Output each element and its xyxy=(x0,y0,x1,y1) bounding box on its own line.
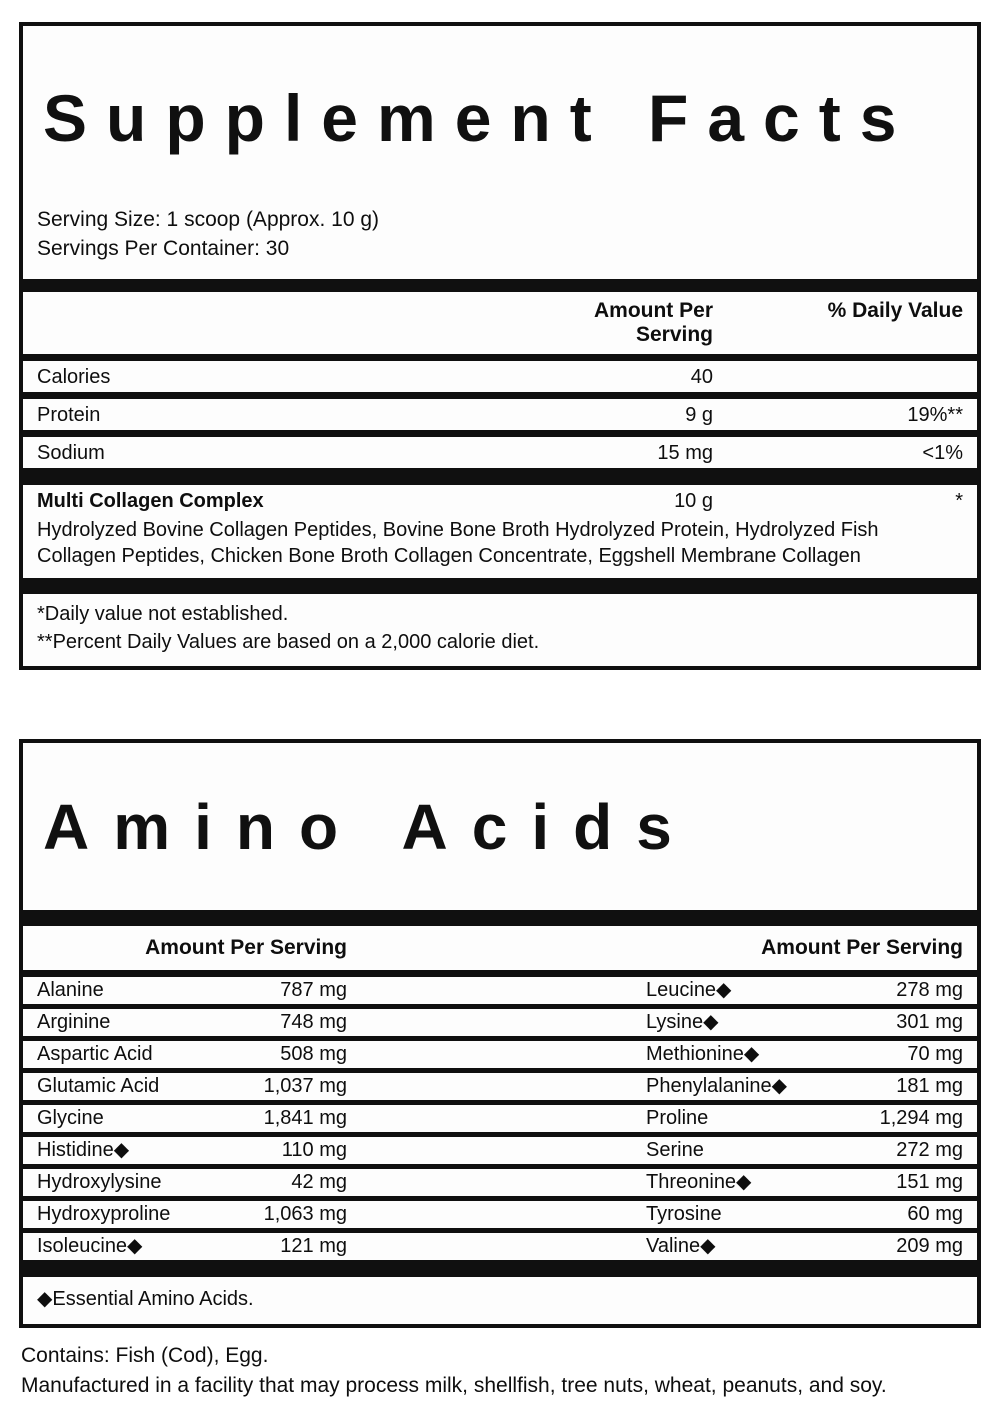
facts-footnotes xyxy=(23,594,977,666)
amino-header-row xyxy=(23,926,977,970)
table-row-amino-1 xyxy=(23,977,977,1004)
nutrient-amount: 15 mg xyxy=(657,442,713,465)
amino-amount: 181 mg xyxy=(896,1075,963,1098)
amino-amount: 209 mg xyxy=(896,1235,963,1258)
footnote-daily-value: *Daily value not established. xyxy=(37,603,289,626)
nutrient-dv: 19%** xyxy=(907,404,963,427)
footnote-percent-dv: **Percent Daily Values are based on a 2,000 calorie diet. xyxy=(37,631,540,654)
amino-amount: 1,841 mg xyxy=(263,1107,347,1130)
ingredient-dv: * xyxy=(955,490,963,513)
amount-per-serving-header: Amount Per Serving xyxy=(593,299,713,347)
amino-amount: 748 mg xyxy=(280,1011,347,1034)
nutrient-amount: 9 g xyxy=(685,404,713,427)
supplement-facts-title: Supplement Facts xyxy=(43,81,916,156)
amino-name: Arginine xyxy=(37,1011,111,1034)
contains-statement: Contains: Fish (Cod), Egg. xyxy=(21,1344,269,1368)
amino-name: Glycine xyxy=(37,1107,104,1130)
table-row-amino-8 xyxy=(23,1201,977,1228)
divider-bar xyxy=(23,468,977,485)
amino-amount: 278 mg xyxy=(896,979,963,1002)
amino-amount: 301 mg xyxy=(896,1011,963,1034)
divider-bar xyxy=(23,392,977,399)
amino-amount: 787 mg xyxy=(280,979,347,1002)
nutrient-dv: <1% xyxy=(922,442,963,465)
amino-name: Threonine◆ xyxy=(646,1171,752,1194)
table-row-calories xyxy=(23,361,977,392)
divider-bar xyxy=(23,910,977,926)
amino-name: Leucine◆ xyxy=(646,979,732,1002)
amino-acids-panel xyxy=(19,739,981,1328)
amino-name: Lysine◆ xyxy=(646,1011,719,1034)
amino-name: Serine xyxy=(646,1139,704,1162)
amino-amount: 60 mg xyxy=(907,1203,963,1226)
amino-amount: 110 mg xyxy=(281,1139,347,1162)
serving-size: Serving Size: 1 scoop (Approx. 10 g) xyxy=(37,208,380,232)
divider-bar xyxy=(23,430,977,437)
collagen-complex-description: Hydrolyzed Bovine Collagen Peptides, Bovine Bone Broth Hydrolyzed Protein, Hydrolyzed Fish Collagen Peptides, Chicken Bone Broth Collagen Concentrate, Eggshell Membrane Collagen xyxy=(37,519,879,568)
amino-amount: 272 mg xyxy=(896,1139,963,1162)
table-row-amino-7 xyxy=(23,1169,977,1196)
facts-header-row xyxy=(23,292,977,354)
nutrient-name: Protein xyxy=(37,404,101,427)
servings-per-container: Servings Per Container: 30 xyxy=(37,237,290,261)
divider-bar xyxy=(23,354,977,361)
table-row-amino-4 xyxy=(23,1073,977,1100)
daily-value-header: % Daily Value xyxy=(827,299,963,323)
amino-name: Hydroxylysine xyxy=(37,1171,162,1194)
table-row-sodium xyxy=(23,437,977,468)
amino-name: Hydroxyproline xyxy=(37,1203,171,1226)
table-row-protein xyxy=(23,399,977,430)
essential-amino-footnote: ◆Essential Amino Acids. xyxy=(37,1288,254,1311)
nutrient-amount: 40 xyxy=(690,366,713,389)
amino-name: Proline xyxy=(646,1107,709,1130)
table-row-collagen-complex xyxy=(23,485,977,516)
amino-name: Histidine◆ xyxy=(37,1139,130,1162)
divider-bar xyxy=(23,970,977,977)
divider-bar xyxy=(23,279,977,292)
amino-amount: 1,294 mg xyxy=(879,1107,963,1130)
amount-per-serving-header-left: Amount Per Serving xyxy=(145,936,347,960)
amino-amount: 1,063 mg xyxy=(263,1203,347,1226)
nutrient-name: Sodium xyxy=(37,442,105,465)
amino-amount: 121 mg xyxy=(280,1235,347,1258)
ingredient-amount: 10 g xyxy=(674,490,713,513)
amount-per-serving-header-right: Amount Per Serving xyxy=(761,936,963,960)
amino-amount: 508 mg xyxy=(280,1043,347,1066)
table-row-amino-3 xyxy=(23,1041,977,1068)
amino-name: Tyrosine xyxy=(646,1203,722,1226)
divider-bar xyxy=(23,578,977,594)
supplement-facts-panel xyxy=(19,22,981,670)
amino-name: Valine◆ xyxy=(646,1235,716,1258)
amino-amount: 151 mg xyxy=(896,1171,963,1194)
table-row-amino-6 xyxy=(23,1137,977,1164)
amino-name: Alanine xyxy=(37,979,104,1002)
amino-amount: 1,037 mg xyxy=(263,1075,347,1098)
allergen-footer xyxy=(21,1341,981,1401)
divider-bar xyxy=(23,1260,977,1277)
table-row-amino-5 xyxy=(23,1105,977,1132)
amino-amount: 42 mg xyxy=(291,1171,347,1194)
table-row-amino-9 xyxy=(23,1233,977,1260)
nutrient-name: Calories xyxy=(37,366,111,389)
amino-name: Glutamic Acid xyxy=(37,1075,160,1098)
amino-amount: 70 mg xyxy=(907,1043,963,1066)
facility-statement: Manufactured in a facility that may process milk, shellfish, tree nuts, wheat, peanuts, and soy. xyxy=(21,1374,887,1398)
serving-info xyxy=(23,199,977,279)
amino-name: Isoleucine◆ xyxy=(37,1235,143,1258)
amino-name: Aspartic Acid xyxy=(37,1043,153,1066)
amino-name: Phenylalanine◆ xyxy=(646,1075,788,1098)
table-row-amino-2 xyxy=(23,1009,977,1036)
ingredient-name: Multi Collagen Complex xyxy=(37,490,264,513)
amino-name: Methionine◆ xyxy=(646,1043,760,1066)
amino-acids-title: Amino Acids xyxy=(43,791,696,864)
